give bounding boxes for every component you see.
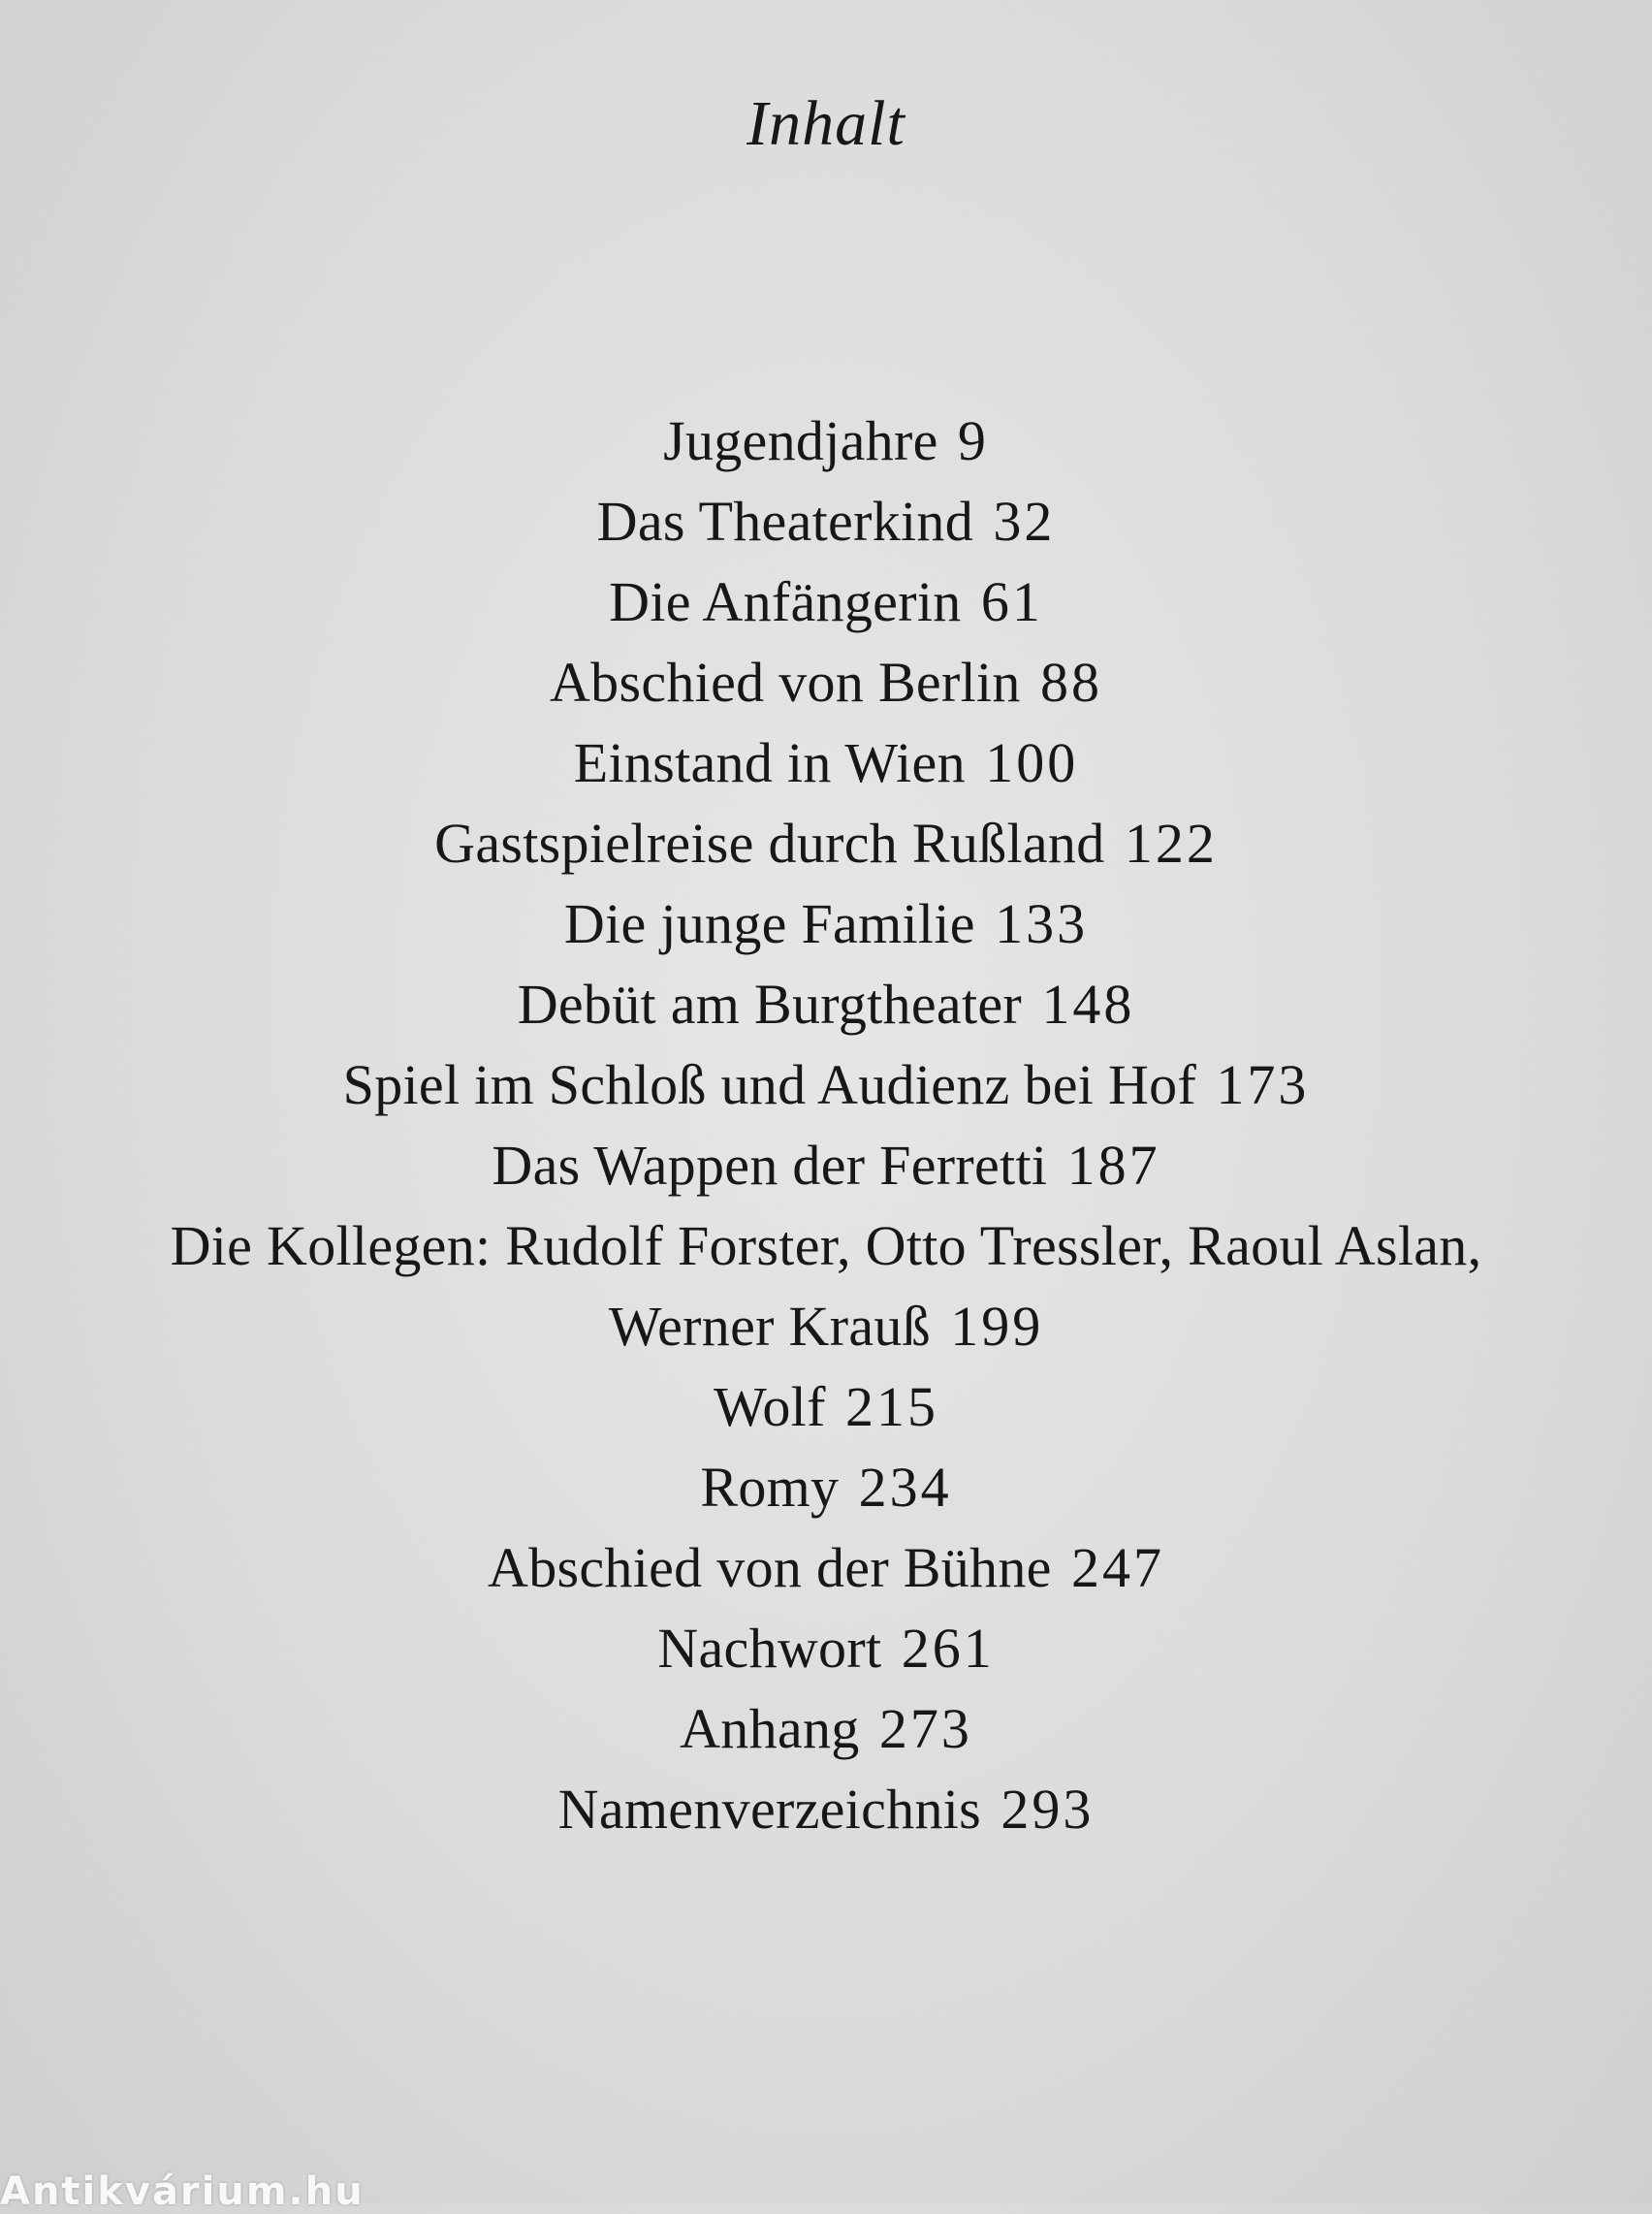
toc-entry	[0, 1769, 1652, 1849]
toc-entry-title: Das Theaterkind	[596, 490, 974, 553]
toc-entry-title: Die Kollegen: Rudolf Forster, Otto Tressler, Raoul Aslan,	[170, 1214, 1482, 1277]
toc-entry-title: Jugendjahre	[663, 409, 938, 472]
toc-entry-title: Abschied von der Bühne	[488, 1536, 1052, 1599]
table-of-contents	[0, 401, 1652, 1849]
toc-entry-title: Namenverzeichnis	[557, 1778, 982, 1841]
toc-entry	[0, 481, 1652, 562]
toc-entry	[0, 562, 1652, 642]
toc-entry-title: Spiel im Schloß und Audienz bei Hof	[342, 1053, 1197, 1116]
toc-entry-page-number: 88	[1040, 651, 1103, 714]
toc-entry-page-number: 273	[878, 1697, 972, 1760]
toc-entry-title: Das Wappen der Ferretti	[492, 1134, 1048, 1197]
toc-entry	[0, 1205, 1652, 1286]
toc-entry-title: Nachwort	[657, 1617, 882, 1680]
toc-entry-page-number: 247	[1070, 1536, 1164, 1599]
toc-entry	[0, 1447, 1652, 1527]
toc-entry-page-number: 32	[993, 490, 1056, 553]
toc-entry-page-number: 261	[901, 1617, 995, 1680]
toc-entry-page-number: 293	[1001, 1778, 1095, 1841]
toc-entry-title: Gastspielreise durch Rußland	[434, 812, 1105, 875]
toc-entry-title: Wolf	[713, 1375, 826, 1438]
toc-entry	[0, 642, 1652, 722]
toc-entry	[0, 1125, 1652, 1205]
toc-entry	[0, 803, 1652, 883]
toc-entry	[0, 401, 1652, 481]
toc-entry	[0, 1688, 1652, 1769]
toc-entry-page-number: 234	[858, 1456, 952, 1519]
toc-entry-title: Die junge Familie	[563, 892, 975, 955]
toc-entry	[0, 1366, 1652, 1447]
toc-entry	[0, 722, 1652, 803]
toc-entry-title: Einstand in Wien	[573, 731, 966, 794]
toc-entry	[0, 1608, 1652, 1688]
toc-entry-title: Werner Krauß	[608, 1295, 931, 1358]
toc-entry-title: Anhang	[680, 1697, 860, 1760]
toc-entry-page-number: 173	[1216, 1053, 1310, 1116]
toc-entry-page-number: 215	[845, 1375, 939, 1438]
toc-entry-page-number: 133	[995, 892, 1089, 955]
toc-entry-title: Debüt am Burgtheater	[517, 973, 1023, 1036]
toc-entry-title: Die Anfängerin	[609, 570, 962, 633]
toc-entry	[0, 1286, 1652, 1366]
toc-entry	[0, 1044, 1652, 1125]
toc-entry-page-number: 187	[1066, 1134, 1160, 1197]
watermark-logo: Antikvárium.hu	[0, 2169, 365, 2214]
toc-entry-title: Romy	[700, 1456, 840, 1519]
toc-entry-title: Abschied von Berlin	[549, 651, 1021, 714]
toc-entry-page-number: 100	[985, 731, 1079, 794]
toc-entry	[0, 1527, 1652, 1608]
page-title: Inhalt	[747, 88, 905, 159]
toc-entry-page-number: 199	[950, 1295, 1044, 1358]
toc-entry-page-number: 61	[980, 570, 1043, 633]
toc-entry	[0, 964, 1652, 1044]
toc-entry	[0, 883, 1652, 964]
toc-entry-page-number: 9	[957, 409, 989, 472]
toc-entry-page-number: 122	[1124, 812, 1218, 875]
toc-entry-page-number: 148	[1041, 973, 1135, 1036]
